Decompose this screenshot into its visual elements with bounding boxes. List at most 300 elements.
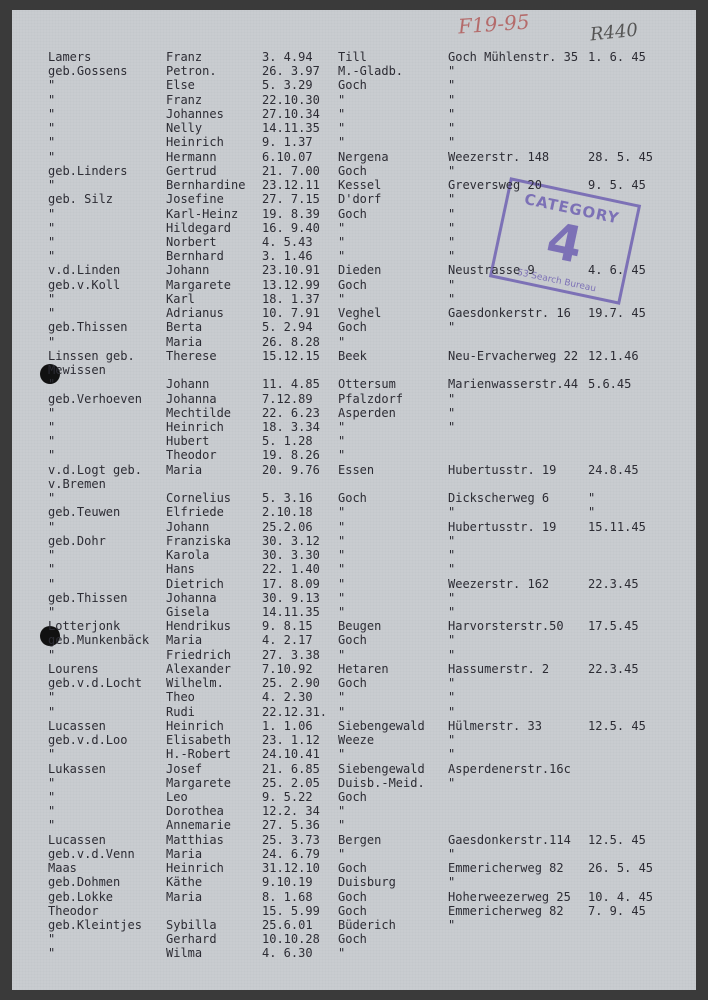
cell-birth-place: "	[338, 562, 346, 577]
cell-first-name: Heinrich	[166, 718, 224, 733]
cell-birth-place: Bergen	[338, 832, 382, 847]
cell-first-name: Nelly	[166, 121, 203, 136]
cell-first-name: Heinrich	[166, 135, 224, 150]
cell-departure-date: 12.5. 45	[588, 832, 646, 847]
cell-first-name: Theodor	[166, 448, 217, 463]
cell-birth-place: Pfalzdorf	[338, 391, 404, 406]
cell-first-name: Elisabeth	[166, 733, 232, 748]
cell-address: "	[448, 562, 456, 577]
cell-surname: geb.Verhoeven	[48, 391, 142, 406]
cell-birth-place: Siebengewald	[338, 718, 425, 733]
cell-first-name: Mechtilde	[166, 405, 232, 420]
cell-first-name: Johann	[166, 263, 210, 278]
cell-departure-date: 19.7. 45	[588, 306, 646, 321]
cell-birth-place: Weeze	[338, 733, 375, 748]
cell-departure-date: 15.11.45	[588, 519, 646, 534]
cell-surname: "	[48, 604, 56, 619]
cell-address: Gaesdonkerstr.114	[448, 832, 571, 847]
cell-birth-place: Dieden	[338, 263, 382, 278]
cell-first-name: Friedrich	[166, 647, 232, 662]
cell-surname: "	[48, 149, 56, 164]
cell-surname: geb.v.d.Loo	[48, 733, 128, 748]
cell-address: Weezerstr. 162	[448, 576, 550, 591]
handwritten-reference: R440	[589, 19, 639, 46]
cell-birth-place: Essen	[338, 462, 375, 477]
cell-address: "	[448, 206, 456, 221]
cell-birth-place: Goch	[338, 861, 367, 876]
cell-birth-date: 27. 7.15	[262, 192, 320, 207]
cell-address: "	[448, 604, 456, 619]
cell-birth-place: Goch	[338, 789, 367, 804]
cell-birth-place: Veghel	[338, 306, 382, 321]
cell-birth-place: "	[338, 533, 346, 548]
stamp-title: CATEGORY	[522, 189, 621, 228]
cell-birth-date: 12.2. 34	[262, 804, 320, 819]
cell-birth-date: 1. 1.06	[262, 718, 313, 733]
cell-birth-date: 27. 3.38	[262, 647, 320, 662]
cell-first-name: Hermann	[166, 149, 217, 164]
cell-birth-place: "	[338, 92, 346, 107]
cell-surname: geb.v.d.Venn	[48, 846, 135, 861]
cell-first-name: Hubert	[166, 434, 210, 449]
cell-birth-date: 19. 8.39	[262, 206, 320, 221]
cell-address: "	[448, 590, 456, 605]
cell-first-name: Käthe	[166, 875, 203, 890]
cell-first-name: Theo	[166, 690, 195, 705]
cell-birth-place: Goch	[338, 78, 367, 93]
cell-surname: v.d.Linden	[48, 263, 121, 278]
cell-surname: Lucassen	[48, 832, 106, 847]
cell-address: "	[448, 676, 456, 691]
cell-birth-date: 30. 3.12	[262, 533, 320, 548]
cell-birth-date: 5. 3.29	[262, 78, 313, 93]
cell-birth-place: Beugen	[338, 619, 382, 634]
cell-first-name: Bernhard	[166, 249, 224, 264]
cell-birth-date: 23. 1.12	[262, 733, 320, 748]
cell-address: "	[448, 733, 456, 748]
cell-departure-date: "	[588, 505, 596, 520]
cell-address: "	[448, 92, 456, 107]
cell-address: "	[448, 163, 456, 178]
cell-first-name: Johannes	[166, 106, 224, 121]
cell-birth-date: 19. 8.26	[262, 448, 320, 463]
cell-birth-place: Goch	[338, 163, 367, 178]
cell-first-name: Karola	[166, 548, 210, 563]
cell-address: Gaesdonkerstr. 16	[448, 306, 571, 321]
cell-birth-date: 25.6.01	[262, 918, 313, 933]
cell-address: Weezerstr. 148	[448, 149, 550, 164]
cell-address: "	[448, 633, 456, 648]
cell-birth-place: Till	[338, 50, 367, 64]
cell-first-name: Maria	[166, 633, 203, 648]
cell-birth-place: M.-Gladb.	[338, 64, 404, 79]
cell-address: "	[448, 747, 456, 762]
cell-birth-place: "	[338, 106, 346, 121]
cell-birth-date: 3. 4.94	[262, 50, 313, 64]
cell-birth-place: Goch	[338, 676, 367, 691]
cell-surname: "	[48, 434, 56, 449]
cell-first-name: Maria	[166, 462, 203, 477]
cell-birth-date: 11. 4.85	[262, 377, 320, 392]
cell-address: "	[448, 121, 456, 136]
cell-surname: "	[48, 747, 56, 762]
cell-address: "	[448, 135, 456, 150]
cell-birth-date: 25. 3.73	[262, 832, 320, 847]
cell-birth-date: 22.10.30	[262, 92, 320, 107]
cell-birth-place: Goch	[338, 491, 367, 506]
cell-birth-place: "	[338, 704, 346, 719]
cell-departure-date: 1. 6. 45	[588, 50, 646, 64]
cell-birth-place: D'dorf	[338, 192, 382, 207]
cell-birth-place: "	[338, 505, 346, 520]
cell-surname: Theodor	[48, 903, 99, 918]
cell-first-name: Gertrud	[166, 163, 217, 178]
cell-departure-date: 10. 4. 45	[588, 889, 654, 904]
cell-first-name: Hans	[166, 562, 195, 577]
cell-address: "	[448, 391, 456, 406]
cell-surname: geb.Thissen	[48, 590, 128, 605]
cell-surname: geb.Dohr	[48, 533, 106, 548]
cell-address: "	[448, 419, 456, 434]
cell-birth-place: "	[338, 419, 346, 434]
cell-birth-date: 21. 7.00	[262, 163, 320, 178]
cell-address: "	[448, 405, 456, 420]
cell-surname: geb.Dohmen	[48, 875, 121, 890]
cell-address: "	[448, 291, 456, 306]
cell-address: Neu-Ervacherweg 22	[448, 348, 579, 363]
cell-surname: "	[48, 690, 56, 705]
cell-birth-place: "	[338, 747, 346, 762]
cell-first-name: Heinrich	[166, 419, 224, 434]
cell-birth-place: "	[338, 590, 346, 605]
cell-surname: "	[48, 291, 56, 306]
cell-birth-place: Duisburg	[338, 875, 396, 890]
cell-birth-place: "	[338, 448, 346, 463]
cell-surname: "	[48, 576, 56, 591]
cell-birth-place: Goch	[338, 277, 367, 292]
cell-surname: geb.v.d.Locht	[48, 676, 142, 691]
cell-first-name: Therese	[166, 348, 217, 363]
cell-address: Harvorsterstr.50	[448, 619, 564, 634]
cell-departure-date: 7. 9. 45	[588, 903, 646, 918]
cell-surname: "	[48, 448, 56, 463]
stamp-number: 4	[541, 210, 588, 275]
cell-birth-place: "	[338, 690, 346, 705]
cell-address: "	[448, 548, 456, 563]
cell-birth-date: 5. 3.16	[262, 491, 313, 506]
cell-first-name: Wilma	[166, 946, 203, 961]
cell-address: "	[448, 220, 456, 235]
cell-surname: "	[48, 804, 56, 819]
cell-birth-date: 23.12.11	[262, 178, 320, 193]
cell-surname: Lamers	[48, 50, 92, 64]
cell-first-name: Johann	[166, 377, 210, 392]
cell-surname: "	[48, 106, 56, 121]
cell-surname: "	[48, 548, 56, 563]
cell-first-name: Johanna	[166, 590, 217, 605]
cell-birth-place: Siebengewald	[338, 761, 425, 776]
cell-first-name: Maria	[166, 889, 203, 904]
cell-first-name: H.-Robert	[166, 747, 232, 762]
cell-surname: "	[48, 92, 56, 107]
cell-birth-place: Goch	[338, 903, 367, 918]
cell-birth-date: 27.10.34	[262, 106, 320, 121]
cell-surname: "	[48, 775, 56, 790]
cell-address: Hülmerstr. 33	[448, 718, 542, 733]
cell-address: Asperdenerstr.16c	[448, 761, 571, 776]
cell-surname: geb.Lokke	[48, 889, 114, 904]
cell-first-name: Dietrich	[166, 576, 224, 591]
cell-first-name: Heinrich	[166, 861, 224, 876]
cell-surname: "	[48, 377, 56, 392]
cell-birth-place: "	[338, 846, 346, 861]
cell-first-name: Rudi	[166, 704, 195, 719]
cell-birth-date: 2.10.18	[262, 505, 313, 520]
cell-address: "	[448, 64, 456, 79]
cell-surname: "	[48, 789, 56, 804]
cell-birth-date: 10.10.28	[262, 932, 320, 947]
cell-birth-date: 22. 6.23	[262, 405, 320, 420]
cell-birth-date: 15. 5.99	[262, 903, 320, 918]
cell-first-name: Sybilla	[166, 918, 217, 933]
cell-birth-date: 22.12.31.	[262, 704, 328, 719]
cell-surname: "	[48, 704, 56, 719]
cell-first-name: Hendrikus	[166, 619, 232, 634]
cell-first-name: Leo	[166, 789, 188, 804]
cell-birth-date: 9. 8.15	[262, 619, 313, 634]
cell-surname: geb.v.Koll	[48, 277, 121, 292]
cell-surname: v.d.Logt geb.	[48, 462, 142, 477]
cell-address: "	[448, 192, 456, 207]
cell-address: Hassumerstr. 2	[448, 661, 550, 676]
cell-surname: "	[48, 334, 56, 349]
cell-address: "	[448, 704, 456, 719]
cell-surname: Lotterjonk	[48, 619, 121, 634]
cell-surname: Maas	[48, 861, 77, 876]
cell-surname: "	[48, 249, 56, 264]
cell-birth-date: 15.12.15	[262, 348, 320, 363]
cell-departure-date: 26. 5. 45	[588, 861, 654, 876]
cell-address: "	[448, 249, 456, 264]
cell-departure-date: 24.8.45	[588, 462, 639, 477]
cell-first-name: Margarete	[166, 277, 232, 292]
cell-surname: "	[48, 135, 56, 150]
cell-first-name: Maria	[166, 846, 203, 861]
cell-address: "	[448, 505, 456, 520]
cell-birth-date: 16. 9.40	[262, 220, 320, 235]
cell-surname: "	[48, 220, 56, 235]
cell-surname: geb.Gossens	[48, 64, 128, 79]
cell-first-name: Hildegard	[166, 220, 232, 235]
cell-first-name: Dorothea	[166, 804, 224, 819]
cell-birth-place: Hetaren	[338, 661, 389, 676]
cell-birth-date: 14.11.35	[262, 604, 320, 619]
cell-first-name: Gisela	[166, 604, 210, 619]
cell-surname: geb.Linders	[48, 163, 128, 178]
cell-surname: "	[48, 419, 56, 434]
cell-address: Hubertusstr. 19	[448, 519, 557, 534]
cell-address: "	[448, 234, 456, 249]
cell-surname: "	[48, 121, 56, 136]
cell-birth-date: 9. 5.22	[262, 789, 313, 804]
cell-departure-date: "	[588, 491, 596, 506]
cell-birth-date: 4. 6.30	[262, 946, 313, 961]
cell-birth-place: Goch	[338, 320, 367, 335]
cell-first-name: Karl-Heinz	[166, 206, 239, 221]
cell-first-name: Gerhard	[166, 932, 217, 947]
cell-birth-date: 24. 6.79	[262, 846, 320, 861]
cell-birth-place: Asperden	[338, 405, 396, 420]
handwritten-file-number: F19-95	[457, 9, 531, 39]
cell-birth-date: 21. 6.85	[262, 761, 320, 776]
cell-birth-date: 17. 8.09	[262, 576, 320, 591]
cell-first-name: Petron.	[166, 64, 217, 79]
cell-first-name: Adrianus	[166, 306, 224, 321]
cell-first-name: Franziska	[166, 533, 232, 548]
cell-departure-date: 28. 5. 45	[588, 149, 654, 164]
cell-departure-date: 4. 6. 45	[588, 263, 646, 278]
cell-surname: geb.Munkenbäck	[48, 633, 150, 648]
cell-surname: "	[48, 818, 56, 833]
cell-birth-date: 22. 1.40	[262, 562, 320, 577]
cell-first-name: Franz	[166, 50, 203, 64]
cell-address: Emmericherweg 82	[448, 903, 564, 918]
cell-first-name: Alexander	[166, 661, 232, 676]
cell-birth-date: 18. 3.34	[262, 419, 320, 434]
cell-first-name: Josefine	[166, 192, 224, 207]
cell-birth-date: 9.10.19	[262, 875, 313, 890]
cell-birth-date: 25. 2.90	[262, 676, 320, 691]
cell-address: Hubertusstr. 19	[448, 462, 557, 477]
cell-birth-place: "	[338, 647, 346, 662]
cell-birth-date: 3. 1.46	[262, 249, 313, 264]
cell-surname: Lukassen	[48, 761, 106, 776]
cell-birth-place: "	[338, 576, 346, 591]
cell-first-name: Berta	[166, 320, 203, 335]
cell-birth-place: "	[338, 249, 346, 264]
cell-birth-date: 9. 1.37	[262, 135, 313, 150]
cell-birth-place: Kessel	[338, 178, 382, 193]
cell-departure-date: 22.3.45	[588, 661, 639, 676]
cell-address: Dickscherweg 6	[448, 491, 550, 506]
cell-address: "	[448, 918, 456, 933]
cell-surname: geb.Teuwen	[48, 505, 121, 520]
cell-surname: geb.Thissen	[48, 320, 128, 335]
cell-birth-date: 26. 8.28	[262, 334, 320, 349]
cell-surname: Lucassen	[48, 718, 106, 733]
cell-address: Greversweg 20	[448, 178, 542, 193]
cell-birth-place: Duisb.-Meid.	[338, 775, 425, 790]
cell-birth-date: 10. 7.91	[262, 306, 320, 321]
cell-birth-date: 18. 1.37	[262, 291, 320, 306]
cell-first-name: Elfriede	[166, 505, 224, 520]
cell-birth-place: "	[338, 548, 346, 563]
cell-address: "	[448, 78, 456, 93]
cell-first-name: Else	[166, 78, 195, 93]
cell-first-name: Annemarie	[166, 818, 232, 833]
cell-address: "	[448, 846, 456, 861]
cell-surname: "	[48, 647, 56, 662]
cell-surname: v.Bremen	[48, 476, 106, 491]
cell-birth-date: 4. 2.30	[262, 690, 313, 705]
cell-birth-date: 5. 1.28	[262, 434, 313, 449]
cell-birth-place: Goch	[338, 206, 367, 221]
cell-birth-date: 4. 2.17	[262, 633, 313, 648]
cell-birth-place: Büderich	[338, 918, 396, 933]
cell-address: "	[448, 647, 456, 662]
cell-address: "	[448, 775, 456, 790]
cell-birth-place: "	[338, 334, 346, 349]
cell-surname: "	[48, 946, 56, 961]
cell-departure-date: 5.6.45	[588, 377, 632, 392]
cell-address: "	[448, 320, 456, 335]
cell-departure-date: 17.5.45	[588, 619, 639, 634]
cell-birth-date: 6.10.07	[262, 149, 313, 164]
cell-address: "	[448, 875, 456, 890]
cell-departure-date: 12.1.46	[588, 348, 639, 363]
cell-birth-place: "	[338, 220, 346, 235]
cell-surname: "	[48, 519, 56, 534]
cell-first-name: Franz	[166, 92, 203, 107]
cell-surname: geb. Silz	[48, 192, 114, 207]
cell-first-name: Karl	[166, 291, 195, 306]
cell-birth-place: Goch	[338, 633, 367, 648]
cell-surname: Lourens	[48, 661, 99, 676]
cell-surname: "	[48, 405, 56, 420]
cell-first-name: Matthias	[166, 832, 224, 847]
cell-birth-date: 7.12.89	[262, 391, 313, 406]
cell-first-name: Johanna	[166, 391, 217, 406]
cell-surname: Linssen geb.	[48, 348, 135, 363]
cell-birth-place: "	[338, 519, 346, 534]
cell-address: "	[448, 690, 456, 705]
cell-birth-date: 14.11.35	[262, 121, 320, 136]
cell-birth-date: 30. 3.30	[262, 548, 320, 563]
cell-first-name: Wilhelm.	[166, 676, 224, 691]
cell-birth-date: 7.10.92	[262, 661, 313, 676]
cell-birth-place: Goch	[338, 932, 367, 947]
cell-address: Goch Mühlenstr. 35	[448, 50, 579, 64]
cell-birth-place: Nergena	[338, 149, 389, 164]
cell-first-name: Cornelius	[166, 491, 232, 506]
cell-surname: "	[48, 234, 56, 249]
cell-birth-place: "	[338, 135, 346, 150]
cell-first-name: Bernhardine	[166, 178, 246, 193]
cell-address: Marienwasserstr.44	[448, 377, 579, 392]
cell-birth-place: "	[338, 121, 346, 136]
stamp-footer: 53 Search Bureau	[516, 267, 597, 295]
cell-first-name: Norbert	[166, 234, 217, 249]
cell-surname: "	[48, 78, 56, 93]
cell-birth-place: "	[338, 234, 346, 249]
cell-surname: "	[48, 932, 56, 947]
cell-birth-place: "	[338, 291, 346, 306]
cell-birth-date: 8. 1.68	[262, 889, 313, 904]
cell-birth-date: 20. 9.76	[262, 462, 320, 477]
cell-departure-date: 12.5. 45	[588, 718, 646, 733]
cell-surname: geb.Kleintjes	[48, 918, 142, 933]
cell-departure-date: 22.3.45	[588, 576, 639, 591]
cell-surname: "	[48, 491, 56, 506]
cell-address: Hoherweezerweg 25	[448, 889, 571, 904]
cell-birth-place: Ottersum	[338, 377, 396, 392]
cell-birth-date: 30. 9.13	[262, 590, 320, 605]
cell-birth-date: 25. 2.05	[262, 775, 320, 790]
cell-address: "	[448, 533, 456, 548]
cell-birth-place: "	[338, 804, 346, 819]
cell-birth-date: 27. 5.36	[262, 818, 320, 833]
cell-birth-place: "	[338, 434, 346, 449]
